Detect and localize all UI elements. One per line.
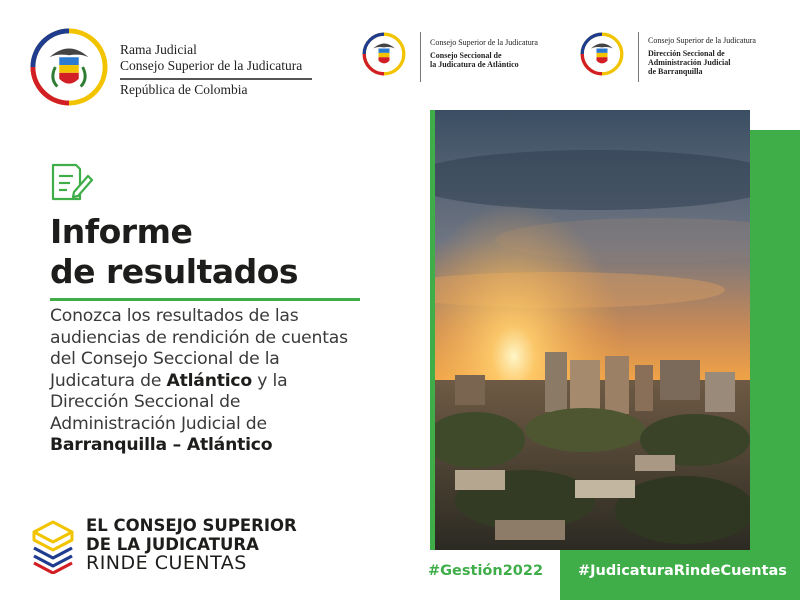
city-sunset-photo (435, 110, 750, 550)
org-line-consejo: Consejo Superior de la Judicatura (120, 58, 303, 73)
org3-line2: Dirección Seccional de (648, 49, 725, 58)
hashtag-gestion: #Gestión2022 (428, 563, 544, 579)
org3-line1: Consejo Superior de la Judicatura (648, 36, 756, 45)
title-underline (50, 298, 360, 301)
org-divider (120, 78, 312, 80)
colombia-seal-icon (362, 32, 406, 76)
org-name-main (120, 42, 302, 74)
org-name-direccion (648, 36, 756, 76)
org2-line3: la Judicatura de Atlántico (430, 60, 519, 69)
org-separator (638, 32, 639, 82)
org-line-republica: República de Colombia (120, 82, 248, 97)
rinde-cuentas-line-2: DE LA JUDICATURA (86, 535, 259, 554)
colombia-seal-icon (580, 32, 624, 76)
org3-line4: de Barranquilla (648, 67, 703, 76)
description-part-2: y la Dirección Seccional de Administración Judicial de (50, 370, 288, 434)
org-line-rama: Rama Judicial (120, 42, 197, 57)
description-text (50, 306, 350, 457)
org-separator (420, 32, 421, 82)
page-title (50, 212, 298, 292)
title-line-2: de resultados (50, 252, 299, 291)
org2-line2: Consejo Seccional de (430, 51, 502, 60)
hashtag-rinde-cuentas: #JudicaturaRindeCuentas (578, 563, 787, 579)
title-line-1: Informe (50, 212, 193, 251)
description-bold-barranquilla: Barranquilla – Atlántico (50, 435, 273, 455)
description-bold-atlantico: Atlántico (166, 370, 253, 391)
rinde-cuentas-line-3: RINDE CUENTAS (86, 552, 247, 574)
org-name-seccional (430, 38, 538, 69)
green-accent-block (750, 130, 800, 550)
document-edit-icon (50, 162, 96, 202)
org3-line3: Administración Judicial (648, 58, 731, 67)
description-part-1: Conozca los resultados de las audiencias de rendición de cuentas del Consejo Seccional de la Judicatura de (50, 306, 348, 391)
org2-line1: Consejo Superior de la Judicatura (430, 38, 538, 47)
rinde-cuentas-logo-icon (28, 518, 78, 574)
rinde-cuentas-line-1: EL CONSEJO SUPERIOR (86, 516, 297, 535)
colombia-seal-icon (30, 28, 108, 106)
